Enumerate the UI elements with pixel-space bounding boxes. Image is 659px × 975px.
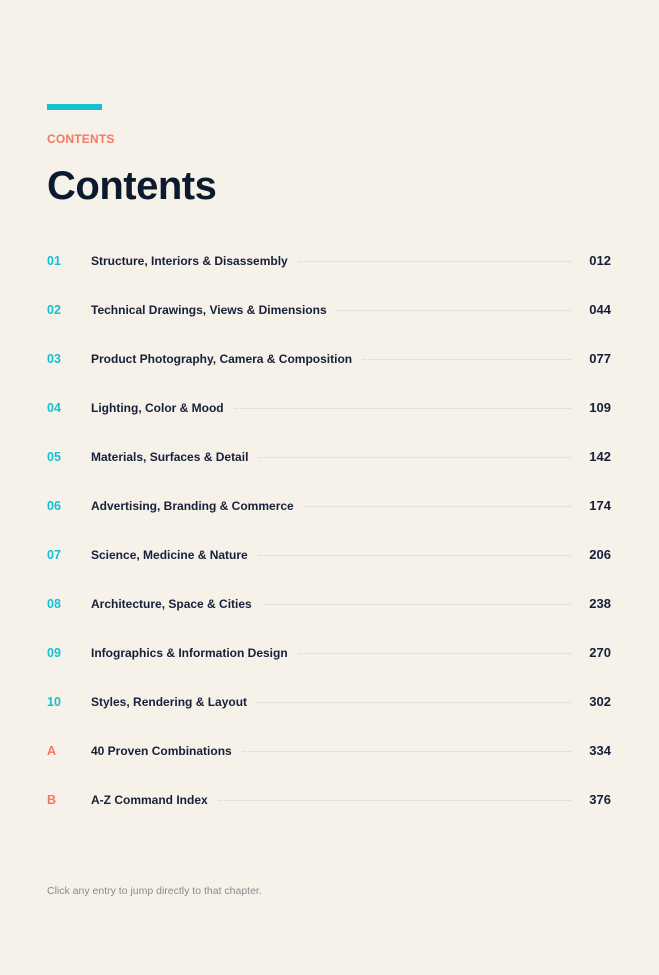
- footer-note: Click any entry to jump directly to that chapter.: [47, 885, 262, 897]
- toc-entry-number: 06: [47, 498, 61, 513]
- dot-leader: [258, 555, 572, 556]
- toc-entry-number: 09: [47, 645, 61, 660]
- toc-entry-page: 376: [589, 792, 611, 807]
- toc-entry-number: 08: [47, 596, 61, 611]
- accent-bar: [47, 104, 102, 110]
- contents-page: [47, 0, 611, 975]
- dot-leader: [242, 751, 572, 752]
- dot-leader: [298, 261, 572, 262]
- toc-entry-09[interactable]: [47, 628, 611, 677]
- toc-entry-page: 174: [589, 498, 611, 513]
- dot-leader: [257, 702, 571, 703]
- toc-entry-title: A-Z Command Index: [91, 792, 208, 807]
- dot-leader: [337, 310, 572, 311]
- toc-entry-page: 077: [589, 351, 611, 366]
- toc-entry-page: 334: [589, 743, 611, 758]
- toc-entry-page: 109: [589, 400, 611, 415]
- toc-entry-title: Structure, Interiors & Disassembly: [91, 253, 288, 268]
- toc-entry-title: Materials, Surfaces & Detail: [91, 449, 249, 464]
- toc-entry-03[interactable]: [47, 334, 611, 383]
- toc-entry-letter: A: [47, 743, 57, 758]
- dot-leader: [304, 506, 572, 507]
- toc-entry-page: 012: [589, 253, 611, 268]
- toc-entry-letter: B: [47, 792, 57, 807]
- toc-entry-05[interactable]: [47, 432, 611, 481]
- toc-entry-04[interactable]: [47, 383, 611, 432]
- toc-entry-title: 40 Proven Combinations: [91, 743, 232, 758]
- toc-entry-title: Infographics & Information Design: [91, 645, 288, 660]
- dot-leader: [218, 800, 572, 801]
- toc-entry-title: Science, Medicine & Nature: [91, 547, 248, 562]
- toc-entry-number: 02: [47, 302, 61, 317]
- toc-entry-page: 302: [589, 694, 611, 709]
- toc-entry-title: Architecture, Space & Cities: [91, 596, 252, 611]
- toc-entry-number: 03: [47, 351, 61, 366]
- dot-leader: [258, 457, 571, 458]
- toc-entry-07[interactable]: [47, 530, 611, 579]
- toc-entry-title: Styles, Rendering & Layout: [91, 694, 248, 709]
- toc-entry-number: 10: [47, 694, 61, 709]
- toc-entry-title: Lighting, Color & Mood: [91, 400, 224, 415]
- toc-entry-page: 044: [589, 302, 611, 317]
- dot-leader: [298, 653, 572, 654]
- toc-entry-number: 07: [47, 547, 61, 562]
- section-eyebrow: CONTENTS: [47, 132, 115, 146]
- toc-entry-page: 270: [589, 645, 611, 660]
- dot-leader: [262, 604, 572, 605]
- toc-entry-title: Advertising, Branding & Commerce: [91, 498, 294, 513]
- toc-entry-page: 238: [589, 596, 611, 611]
- toc-entry-number: 01: [47, 253, 61, 268]
- toc-entry-number: 04: [47, 400, 61, 415]
- toc-entry-b[interactable]: [47, 775, 611, 824]
- toc-entry-06[interactable]: [47, 481, 611, 530]
- table-of-contents: [47, 236, 611, 824]
- toc-entry-page: 206: [589, 547, 611, 562]
- dot-leader: [234, 408, 572, 409]
- toc-entry-page: 142: [589, 449, 611, 464]
- toc-entry-10[interactable]: [47, 677, 611, 726]
- toc-entry-title: Technical Drawings, Views & Dimensions: [91, 302, 327, 317]
- dot-leader: [362, 359, 571, 360]
- page-title: Contents: [47, 164, 217, 208]
- toc-entry-title: Product Photography, Camera & Composition: [91, 351, 353, 366]
- toc-entry-01[interactable]: [47, 236, 611, 285]
- toc-entry-08[interactable]: [47, 579, 611, 628]
- toc-entry-number: 05: [47, 449, 61, 464]
- toc-entry-02[interactable]: [47, 285, 611, 334]
- toc-entry-a[interactable]: [47, 726, 611, 775]
